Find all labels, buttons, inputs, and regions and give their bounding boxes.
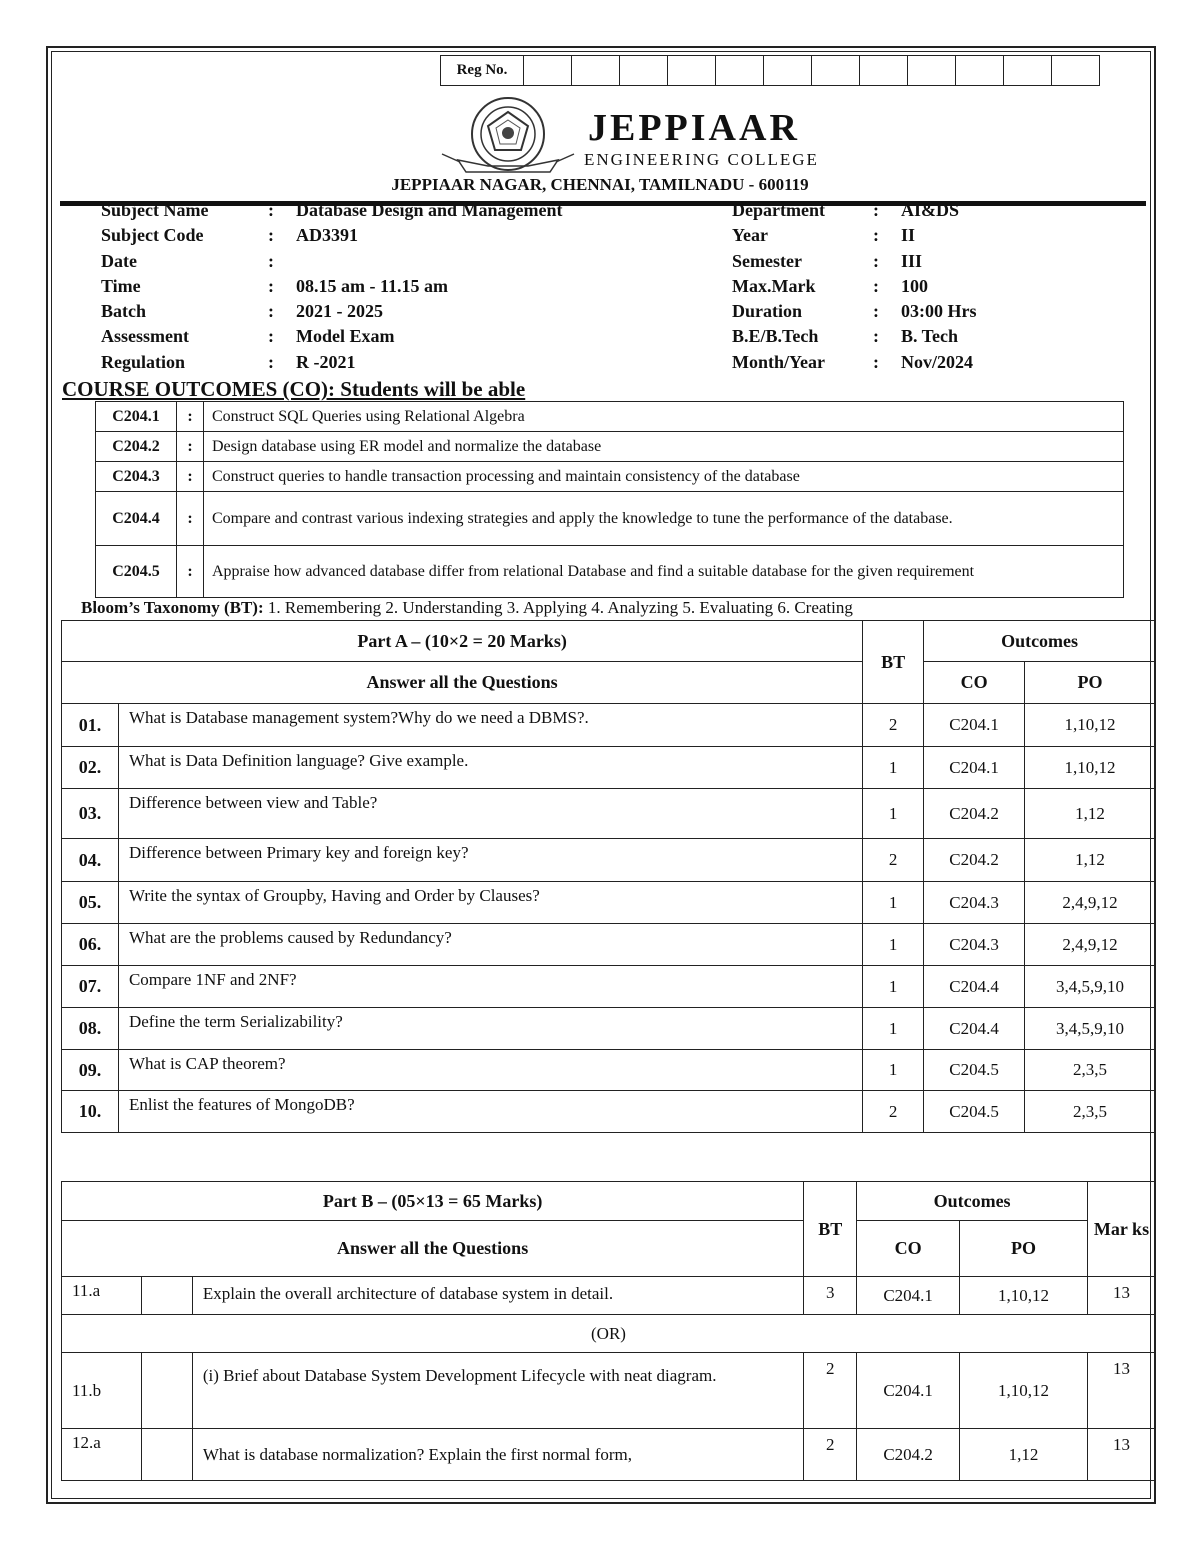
co-description: Appraise how advanced database differ from relational Database and find a suitable database for the given requirement <box>204 546 1124 598</box>
info-row-month-year <box>732 350 977 375</box>
reg-no-box[interactable] <box>764 56 812 85</box>
question-number: 08. <box>62 1008 119 1050</box>
info-row-subject-name <box>101 198 563 223</box>
info-colon: : <box>873 301 879 322</box>
question-subpart-cell <box>141 1277 192 1315</box>
question-text: Explain the overall architecture of database system in detail. <box>192 1277 803 1315</box>
question-text: Difference between Primary key and foreign key? <box>118 839 862 882</box>
part-b-subheader-row <box>62 1221 1156 1277</box>
info-value: Database Design and Management <box>296 200 563 220</box>
question-po: 1,12 <box>960 1429 1088 1481</box>
college-name: JEPPIAAR <box>588 107 800 149</box>
question-number: 11.a <box>62 1277 142 1315</box>
info-key: B.E/B.Tech <box>732 326 819 347</box>
blooms-levels: 1. Remembering 2. Understanding 3. Applying 4. Analyzing 5. Evaluating 6. Creating <box>267 598 853 617</box>
question-number: 03. <box>62 789 119 839</box>
question-marks: 13 <box>1087 1277 1155 1315</box>
course-outcomes-heading: COURSE OUTCOMES (CO): Students will be able <box>62 377 526 401</box>
question-text: What is database normalization? Explain the first normal form, <box>192 1429 803 1481</box>
question-number: 12.a <box>62 1429 142 1481</box>
info-colon: : <box>873 250 879 271</box>
question-bt: 2 <box>804 1353 857 1429</box>
info-row-semester <box>732 249 977 274</box>
co-description: Design database using ER model and normalize the database <box>204 432 1124 462</box>
question-row <box>62 1353 1156 1429</box>
question-number: 01. <box>62 704 119 747</box>
question-number: 06. <box>62 924 119 966</box>
reg-no-box[interactable] <box>1004 56 1052 85</box>
reg-no-box[interactable] <box>668 56 716 85</box>
po-header: PO <box>1025 662 1156 704</box>
co-row <box>96 492 1124 546</box>
part-b-header-row <box>62 1182 1156 1221</box>
co-description: Construct SQL Queries using Relational Algebra <box>204 402 1124 432</box>
question-co: C204.2 <box>924 839 1025 882</box>
info-key: Time <box>101 275 141 296</box>
question-po: 2,4,9,12 <box>1025 924 1156 966</box>
info-key: Department <box>732 200 825 220</box>
info-key: Regulation <box>101 351 186 372</box>
question-bt: 1 <box>863 747 924 789</box>
info-value: AI&DS <box>901 200 960 220</box>
co-code: C204.5 <box>96 546 177 598</box>
question-row <box>62 1091 1156 1133</box>
info-row-subject-code <box>101 223 563 248</box>
question-bt: 1 <box>863 924 924 966</box>
info-value: 03:00 Hrs <box>901 301 977 322</box>
info-value: 08.15 am - 11.15 am <box>296 275 448 296</box>
bt-header: BT <box>804 1182 857 1277</box>
question-number: 11.b <box>62 1353 142 1429</box>
exam-info-right <box>732 198 977 375</box>
info-colon: : <box>268 225 274 246</box>
question-co: C204.3 <box>924 882 1025 924</box>
co-code: C204.2 <box>96 432 177 462</box>
question-bt: 2 <box>804 1429 857 1481</box>
info-colon: : <box>268 250 274 271</box>
question-text: Write the syntax of Groupby, Having and Order by Clauses? <box>118 882 862 924</box>
co-row <box>96 402 1124 432</box>
question-text: Enlist the features of MongoDB? <box>118 1091 862 1133</box>
co-colon: : <box>177 546 204 598</box>
reg-no-box[interactable] <box>908 56 956 85</box>
question-text: What is CAP theorem? <box>118 1050 862 1091</box>
co-row <box>96 546 1124 598</box>
question-row <box>62 882 1156 924</box>
question-subpart-cell <box>141 1429 192 1481</box>
reg-no-box[interactable] <box>716 56 764 85</box>
co-description: Compare and contrast various indexing strategies and apply the knowledge to tune the performance of the database. <box>204 492 1124 546</box>
question-bt: 1 <box>863 789 924 839</box>
question-co: C204.3 <box>924 924 1025 966</box>
question-bt: 1 <box>863 966 924 1008</box>
question-row <box>62 1429 1156 1481</box>
info-row-batch <box>101 299 563 324</box>
reg-no-box[interactable] <box>1052 56 1099 85</box>
question-text: Compare 1NF and 2NF? <box>118 966 862 1008</box>
college-subtitle: ENGINEERING COLLEGE <box>584 150 819 169</box>
question-po: 1,10,12 <box>1025 747 1156 789</box>
question-po: 1,10,12 <box>960 1277 1088 1315</box>
outcomes-header: Outcomes <box>924 621 1156 662</box>
info-colon: : <box>873 200 879 220</box>
question-row <box>62 747 1156 789</box>
info-colon: : <box>268 351 274 372</box>
question-co: C204.4 <box>924 1008 1025 1050</box>
info-colon: : <box>873 275 879 296</box>
info-value: 2021 - 2025 <box>296 301 383 322</box>
question-number: 07. <box>62 966 119 1008</box>
reg-no-box[interactable] <box>956 56 1004 85</box>
info-colon: : <box>268 326 274 347</box>
reg-no-box[interactable] <box>572 56 620 85</box>
question-text: What is Data Definition language? Give example. <box>118 747 862 789</box>
bt-header: BT <box>863 621 924 704</box>
question-po: 1,12 <box>1025 839 1156 882</box>
question-row <box>62 1277 1156 1315</box>
question-po: 3,4,5,9,10 <box>1025 966 1156 1008</box>
info-colon: : <box>268 275 274 296</box>
info-value: B. Tech <box>901 326 959 347</box>
question-text: What is Database management system?Why do we need a DBMS?. <box>118 704 862 747</box>
question-row <box>62 966 1156 1008</box>
question-bt: 1 <box>863 882 924 924</box>
info-row-department <box>732 198 977 223</box>
info-key: Month/Year <box>732 351 825 372</box>
question-row <box>62 839 1156 882</box>
college-address: JEPPIAAR NAGAR, CHENNAI, TAMILNADU - 600119 <box>391 175 809 194</box>
question-co: C204.1 <box>924 747 1025 789</box>
question-po: 1,12 <box>1025 789 1156 839</box>
question-bt: 2 <box>863 1091 924 1133</box>
question-text: Difference between view and Table? <box>118 789 862 839</box>
question-number: 02. <box>62 747 119 789</box>
question-po: 1,10,12 <box>960 1353 1088 1429</box>
info-row-date <box>101 249 563 274</box>
co-header: CO <box>924 662 1025 704</box>
question-number: 09. <box>62 1050 119 1091</box>
info-colon: : <box>873 326 879 347</box>
question-row <box>62 1008 1156 1050</box>
outcomes-header: Outcomes <box>857 1182 1088 1221</box>
question-bt: 3 <box>804 1277 857 1315</box>
question-bt: 1 <box>863 1050 924 1091</box>
question-row <box>62 924 1156 966</box>
info-value: II <box>901 225 916 246</box>
info-value: AD3391 <box>296 225 358 246</box>
question-row <box>62 704 1156 747</box>
co-header: CO <box>857 1221 960 1277</box>
part-a-table <box>61 620 1156 1133</box>
info-value: 100 <box>901 275 928 296</box>
question-po: 3,4,5,9,10 <box>1025 1008 1156 1050</box>
info-key: Assessment <box>101 326 189 347</box>
question-subpart-cell <box>141 1353 192 1429</box>
co-row <box>96 432 1124 462</box>
info-row-time <box>101 274 563 299</box>
question-co: C204.2 <box>924 789 1025 839</box>
info-key: Semester <box>732 250 802 271</box>
part-a-subheader-row <box>62 662 1156 704</box>
question-number: 10. <box>62 1091 119 1133</box>
co-colon: : <box>177 432 204 462</box>
or-row <box>62 1315 1156 1353</box>
question-bt: 1 <box>863 1008 924 1050</box>
co-colon: : <box>177 492 204 546</box>
reg-no-box[interactable] <box>812 56 860 85</box>
info-row-duration <box>732 299 977 324</box>
co-code: C204.3 <box>96 462 177 492</box>
info-key: Subject Code <box>101 225 204 246</box>
info-colon: : <box>268 200 274 220</box>
question-co: C204.5 <box>924 1091 1025 1133</box>
college-logo-seal <box>438 96 578 180</box>
blooms-taxonomy-line <box>81 598 853 618</box>
co-colon: : <box>177 402 204 432</box>
reg-no-box[interactable] <box>860 56 908 85</box>
question-po: 2,4,9,12 <box>1025 882 1156 924</box>
question-number: 05. <box>62 882 119 924</box>
question-row <box>62 789 1156 839</box>
or-separator: (OR) <box>62 1315 1156 1353</box>
question-co: C204.4 <box>924 966 1025 1008</box>
question-co: C204.2 <box>857 1429 960 1481</box>
reg-no-box[interactable] <box>524 56 572 85</box>
info-row-year <box>732 223 977 248</box>
info-colon: : <box>268 301 274 322</box>
question-number: 04. <box>62 839 119 882</box>
question-row <box>62 1050 1156 1091</box>
question-text: What are the problems caused by Redundancy? <box>118 924 862 966</box>
info-key: Date <box>101 250 137 271</box>
info-key: Duration <box>732 301 803 322</box>
info-value: R -2021 <box>296 351 356 372</box>
co-row <box>96 462 1124 492</box>
po-header: PO <box>960 1221 1088 1277</box>
info-row-max-mark <box>732 274 977 299</box>
marks-header: Mar ks <box>1087 1182 1155 1277</box>
info-row-assessment <box>101 324 563 349</box>
exam-info-left <box>101 198 563 375</box>
question-co: C204.1 <box>857 1277 960 1315</box>
question-po: 1,10,12 <box>1025 704 1156 747</box>
info-key: Max.Mark <box>732 275 816 296</box>
question-co: C204.1 <box>924 704 1025 747</box>
question-text: Define the term Serializability? <box>118 1008 862 1050</box>
co-description: Construct queries to handle transaction processing and maintain consistency of the database <box>204 462 1124 492</box>
part-b-table <box>61 1181 1156 1481</box>
question-po: 2,3,5 <box>1025 1091 1156 1133</box>
info-row-regulation <box>101 350 563 375</box>
info-key: Batch <box>101 301 146 322</box>
reg-no-box[interactable] <box>620 56 668 85</box>
part-b-title: Part B – (05×13 = 65 Marks) <box>62 1182 804 1221</box>
question-co: C204.1 <box>857 1353 960 1429</box>
info-value: III <box>901 250 923 271</box>
info-key: Subject Name <box>101 200 209 220</box>
co-code: C204.1 <box>96 402 177 432</box>
part-b-instruction: Answer all the Questions <box>62 1221 804 1277</box>
question-co: C204.5 <box>924 1050 1025 1091</box>
info-colon: : <box>873 225 879 246</box>
question-marks: 13 <box>1087 1429 1155 1481</box>
info-value: Nov/2024 <box>901 351 973 372</box>
question-bt: 2 <box>863 839 924 882</box>
info-row-degree <box>732 324 977 349</box>
part-a-instruction: Answer all the Questions <box>62 662 863 704</box>
part-a-title: Part A – (10×2 = 20 Marks) <box>62 621 863 662</box>
info-colon: : <box>873 351 879 372</box>
co-code: C204.4 <box>96 492 177 546</box>
info-value: Model Exam <box>296 326 395 347</box>
part-a-header-row <box>62 621 1156 662</box>
blooms-label: Bloom’s Taxonomy (BT): <box>81 598 264 617</box>
question-text: (i) Brief about Database System Development Lifecycle with neat diagram. <box>192 1353 803 1429</box>
info-key: Year <box>732 225 768 246</box>
reg-no-field <box>440 55 1100 86</box>
question-po: 2,3,5 <box>1025 1050 1156 1091</box>
question-marks: 13 <box>1087 1353 1155 1429</box>
question-bt: 2 <box>863 704 924 747</box>
reg-no-label: Reg No. <box>441 56 524 85</box>
course-outcomes-table <box>95 401 1124 598</box>
co-colon: : <box>177 462 204 492</box>
